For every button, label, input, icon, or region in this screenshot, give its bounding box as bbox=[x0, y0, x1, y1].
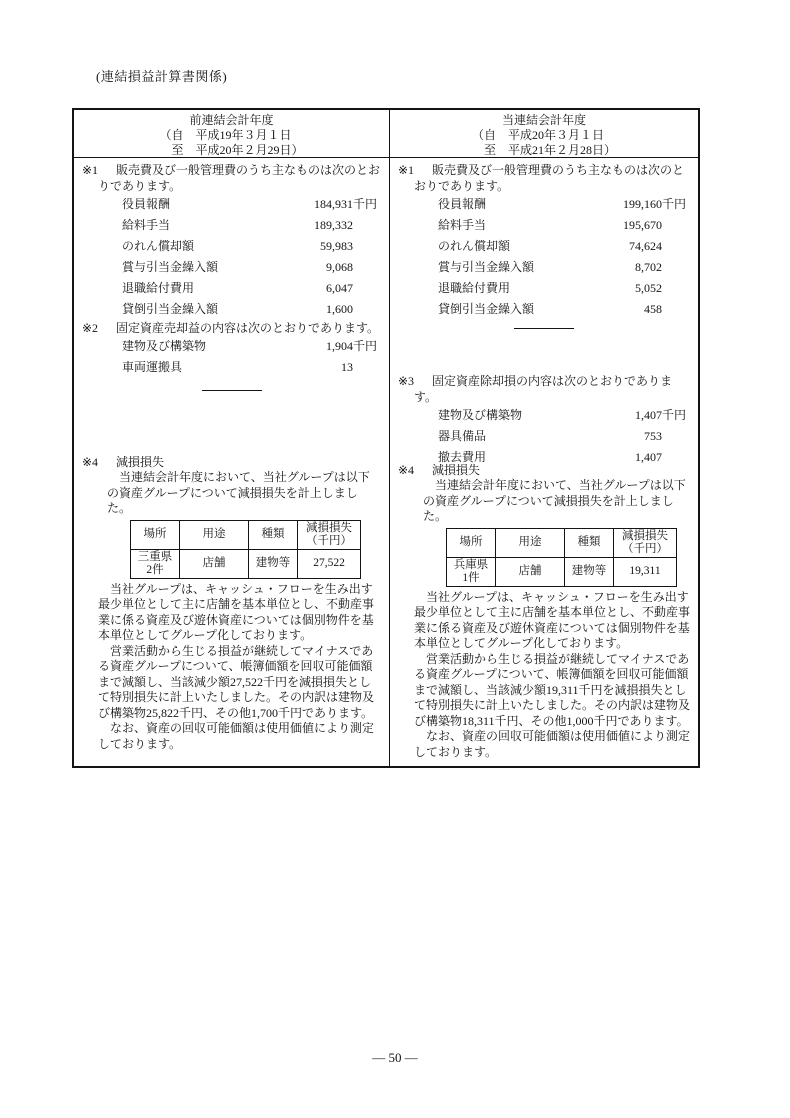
asset-label: 建物及び構築物 bbox=[438, 408, 523, 422]
note-heading-text: 減損損失 bbox=[432, 463, 481, 477]
page-number: — 50 — bbox=[372, 1050, 418, 1065]
note-impairment bbox=[82, 454, 381, 752]
expense-label: 退職給付費用 bbox=[438, 281, 511, 295]
expense-value: 195,670 bbox=[623, 218, 662, 232]
expense-label: 給料手当 bbox=[438, 218, 487, 232]
asset-value: 1,407 bbox=[635, 408, 662, 422]
expense-value: 74,624 bbox=[629, 239, 662, 253]
impairment-paragraph: 当社グループは、キャッシュ・フローを生み出す最少単位として主に店舗を基本単位とし、不動産事業に係る資産及び遊休資産については個別物件を基本単位としてグループ化しております。 bbox=[98, 581, 375, 642]
asset-row bbox=[438, 426, 690, 447]
expense-row bbox=[122, 236, 381, 257]
impairment-paragraph: 営業活動から生じる損益が継続してマイナスである資産グループについて、帳簿価額を回収可能価額まで減額し、当該減少額19,311千円を減損損失として特別損失に計上いたしました。その内訳は建物及び構築物18,311千円、その他1,000千円であります。 bbox=[414, 651, 691, 728]
middle-zone bbox=[82, 320, 381, 454]
loss-header-line1: 減損損失 bbox=[622, 529, 668, 542]
location-header: 場所 bbox=[447, 528, 496, 557]
expense-value: 458 bbox=[644, 302, 662, 316]
location-cell bbox=[131, 549, 180, 578]
expense-label: 退職給付費用 bbox=[122, 281, 195, 295]
asset-unit bbox=[662, 426, 690, 447]
asset-row bbox=[122, 357, 381, 378]
expense-value: 1,600 bbox=[326, 302, 353, 316]
expense-value: 184,931 bbox=[314, 197, 353, 211]
expense-row bbox=[122, 194, 381, 215]
period-start: （自 平成19年３月１日 bbox=[159, 128, 292, 142]
period-dates bbox=[159, 128, 303, 158]
expense-row bbox=[122, 299, 381, 320]
asset-unit: 千円 bbox=[662, 408, 687, 422]
note-heading bbox=[82, 162, 381, 194]
expense-label: 給料手当 bbox=[122, 218, 171, 232]
note-heading-text: 固定資産売却益の内容は次のとおりであります。 bbox=[116, 321, 380, 335]
current-year-body bbox=[390, 158, 698, 766]
use-header: 用途 bbox=[496, 528, 565, 557]
period-dates bbox=[472, 128, 616, 158]
expense-value: 199,160 bbox=[623, 197, 662, 211]
note-impairment bbox=[398, 462, 690, 760]
asset-row bbox=[122, 336, 381, 357]
document-section-title: (連結損益計算書関係) bbox=[96, 69, 228, 84]
asset-value: 13 bbox=[341, 360, 353, 374]
impairment-paragraph: 当社グループは、キャッシュ・フローを生み出す最少単位として主に店舗を基本単位とし、不動産事業に係る資産及び遊休資産については個別物件を基本単位としてグループ化しております。 bbox=[414, 589, 691, 650]
expense-value: 6,047 bbox=[326, 281, 353, 295]
amount-cell: 27,522 bbox=[298, 549, 361, 578]
expense-label: のれん償却額 bbox=[122, 239, 195, 253]
expense-unit bbox=[353, 257, 381, 278]
expense-row bbox=[438, 236, 690, 257]
expense-label: 役員報酬 bbox=[438, 197, 487, 211]
notes-comparison-table bbox=[72, 108, 700, 768]
expense-label: 貸倒引当金繰入額 bbox=[122, 302, 219, 316]
current-year-column bbox=[390, 110, 698, 766]
expense-row bbox=[438, 278, 690, 299]
expense-unit bbox=[662, 257, 690, 278]
expense-label: 賞与引当金繰入額 bbox=[438, 260, 535, 274]
location-cell bbox=[447, 557, 496, 586]
impairment-table-data-row bbox=[447, 557, 677, 586]
expense-value: 8,702 bbox=[635, 260, 662, 274]
period-end: 至 平成21年２月28日） bbox=[483, 143, 616, 157]
note-heading bbox=[398, 462, 690, 478]
impairment-table-header-row bbox=[447, 528, 677, 557]
impairment-table bbox=[446, 528, 677, 587]
note-heading bbox=[398, 162, 690, 194]
impairment-paragraph: なお、資産の回収可能価額は使用価値により測定しております。 bbox=[414, 729, 691, 759]
asset-label: 撤去費用 bbox=[438, 450, 487, 464]
loss-header-line2: （千円） bbox=[306, 534, 352, 547]
impairment-table-data-row bbox=[131, 549, 361, 578]
type-cell: 建物等 bbox=[249, 549, 298, 578]
expense-unit bbox=[662, 299, 690, 320]
expense-label: 貸倒引当金繰入額 bbox=[438, 302, 535, 316]
note-heading-text: 販売費及び一般管理費のうち主なものは次のとおりであります。 bbox=[98, 163, 381, 193]
location-count: 2件 bbox=[146, 563, 164, 576]
impairment-table bbox=[130, 520, 361, 579]
asset-value: 753 bbox=[644, 429, 662, 443]
location-prefecture: 兵庫県 bbox=[453, 558, 489, 571]
expense-label: 賞与引当金繰入額 bbox=[122, 260, 219, 274]
asset-label: 建物及び構築物 bbox=[122, 339, 207, 353]
note-heading-text: 固定資産除却損の内容は次のとおりであります。 bbox=[414, 374, 673, 404]
type-header: 種類 bbox=[565, 528, 614, 557]
expense-value: 189,332 bbox=[314, 218, 353, 232]
note-marker: ※2 bbox=[82, 321, 99, 335]
separator-dash bbox=[202, 390, 262, 391]
middle-zone bbox=[398, 328, 690, 462]
asset-label: 器具備品 bbox=[438, 429, 487, 443]
expense-unit: 千円 bbox=[353, 197, 378, 211]
note-heading bbox=[82, 454, 381, 470]
note-fixed-asset-sale-gain bbox=[82, 320, 381, 378]
loss-header bbox=[614, 528, 677, 557]
note-marker: ※4 bbox=[398, 463, 415, 477]
impairment-table-header-row bbox=[131, 520, 361, 549]
use-cell: 店舗 bbox=[496, 557, 565, 586]
asset-label: 車両運搬具 bbox=[122, 360, 183, 374]
expense-unit bbox=[662, 215, 690, 236]
note-marker: ※3 bbox=[398, 374, 415, 388]
note-heading-text: 減損損失 bbox=[116, 455, 165, 469]
impairment-paragraph: 営業活動から生じる損益が継続してマイナスである資産グループについて、帳簿価額を回収可能価額まで減額し、当該減少額27,522千円を減損損失として特別損失に計上いたしました。その内訳は建物及び構築物25,822千円、その他1,700千円であります。 bbox=[98, 643, 375, 720]
note-sga bbox=[398, 162, 690, 320]
amount-cell: 19,311 bbox=[614, 557, 677, 586]
expense-unit bbox=[662, 236, 690, 257]
loss-header-line2: （千円） bbox=[622, 542, 668, 555]
expense-label: 役員報酬 bbox=[122, 197, 171, 211]
loss-header bbox=[298, 520, 361, 549]
asset-value: 1,407 bbox=[635, 450, 662, 464]
note-heading bbox=[398, 373, 690, 405]
prior-year-body bbox=[74, 158, 389, 766]
note-sga bbox=[82, 162, 381, 320]
impairment-paragraph: なお、資産の回収可能価額は使用価値により測定しております。 bbox=[98, 721, 375, 751]
expense-unit: 千円 bbox=[662, 197, 687, 211]
asset-row bbox=[438, 405, 690, 426]
expense-row bbox=[438, 215, 690, 236]
location-prefecture: 三重県 bbox=[137, 550, 173, 563]
period-label: 当連結会計年度 bbox=[501, 113, 586, 127]
expense-row bbox=[122, 257, 381, 278]
type-header: 種類 bbox=[249, 520, 298, 549]
asset-unit bbox=[353, 357, 381, 378]
location-header: 場所 bbox=[131, 520, 180, 549]
expense-unit bbox=[353, 299, 381, 320]
note-heading-text: 販売費及び一般管理費のうち主なものは次のとおりであります。 bbox=[414, 163, 685, 193]
note-fixed-asset-disposal-loss bbox=[398, 373, 690, 468]
expense-unit bbox=[662, 278, 690, 299]
asset-value: 1,904 bbox=[326, 339, 353, 353]
period-end: 至 平成20年２月29日） bbox=[171, 143, 304, 157]
expense-row bbox=[438, 194, 690, 215]
type-cell: 建物等 bbox=[565, 557, 614, 586]
note-marker: ※1 bbox=[398, 163, 415, 177]
location-count: 1件 bbox=[462, 571, 480, 584]
period-start: （自 平成20年３月１日 bbox=[471, 128, 604, 142]
expense-row bbox=[438, 299, 690, 320]
note-marker: ※4 bbox=[82, 455, 99, 469]
loss-header-line1: 減損損失 bbox=[306, 521, 352, 534]
expense-row bbox=[122, 215, 381, 236]
separator-dash bbox=[514, 328, 574, 329]
prior-year-header bbox=[74, 110, 389, 158]
expense-value: 59,983 bbox=[320, 239, 353, 253]
expense-unit bbox=[353, 278, 381, 299]
expense-label: のれん償却額 bbox=[438, 239, 511, 253]
expense-unit bbox=[353, 236, 381, 257]
expense-row bbox=[438, 257, 690, 278]
expense-row bbox=[122, 278, 381, 299]
expense-value: 5,052 bbox=[635, 281, 662, 295]
expense-value: 9,068 bbox=[326, 260, 353, 274]
note-heading bbox=[82, 320, 381, 336]
use-header: 用途 bbox=[180, 520, 249, 549]
use-cell: 店舗 bbox=[180, 549, 249, 578]
asset-unit: 千円 bbox=[353, 339, 378, 353]
impairment-intro: 当連結会計年度において、当社グループは以下の資産グループについて減損損失を計上しました。 bbox=[423, 478, 686, 523]
period-label: 前連結会計年度 bbox=[189, 113, 274, 127]
impairment-intro: 当連結会計年度において、当社グループは以下の資産グループについて減損損失を計上しました。 bbox=[107, 470, 370, 515]
note-marker: ※1 bbox=[82, 163, 99, 177]
prior-year-column bbox=[74, 110, 390, 766]
current-year-header bbox=[390, 110, 698, 158]
expense-unit bbox=[353, 215, 381, 236]
